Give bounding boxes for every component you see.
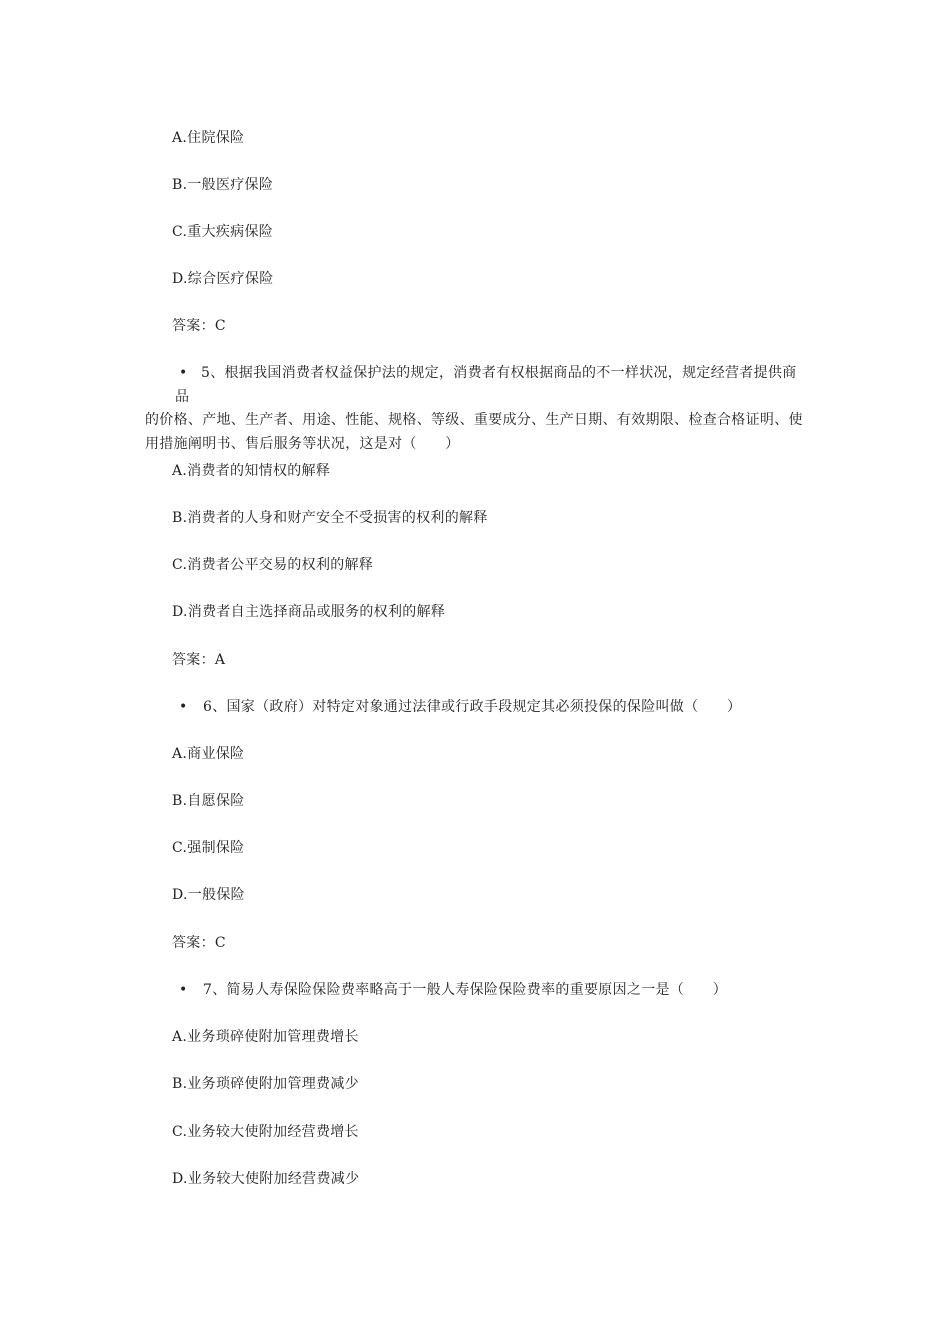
bullet: • bbox=[179, 699, 188, 715]
bullet: • bbox=[179, 982, 188, 998]
option-b: B.一般医疗保险 bbox=[172, 177, 274, 193]
answer: 答案：C bbox=[172, 935, 226, 951]
question-6-text: 6、国家（政府）对特定对象通过法律或行政手段规定其必须投保的保险叫做（ ） bbox=[203, 699, 742, 715]
option-b: B.业务琐碎使附加管理费减少 bbox=[172, 1076, 359, 1092]
option-d: D.综合医疗保险 bbox=[172, 271, 274, 287]
option-c: C.强制保险 bbox=[172, 840, 245, 856]
option-a: A.业务琐碎使附加管理费增长 bbox=[172, 1029, 359, 1045]
question-5-line-1: 5、根据我国消费者权益保护法的规定，消费者有权根据商品的不一样状况，规定经营者提供商品 bbox=[175, 365, 797, 405]
option-c: C.业务较大使附加经营费增长 bbox=[172, 1124, 359, 1140]
option-d: D.消费者自主选择商品或服务的权利的解释 bbox=[172, 604, 446, 620]
answer: 答案：A bbox=[172, 652, 226, 668]
option-c: C.重大疾病保险 bbox=[172, 224, 274, 240]
option-d: D.一般保险 bbox=[172, 887, 245, 903]
question-6 bbox=[175, 697, 741, 717]
option-b: B.消费者的人身和财产安全不受损害的权利的解释 bbox=[172, 510, 488, 526]
question-5-line-2: 的价格、产地、生产者、用途、性能、规格、等级、重要成分、生产日期、有效期限、检查合格证明、使 bbox=[145, 412, 803, 428]
question-5 bbox=[145, 362, 810, 456]
question-7 bbox=[175, 980, 727, 1000]
bullet: • bbox=[179, 365, 188, 381]
option-d: D.业务较大使附加经营费减少 bbox=[172, 1171, 360, 1187]
question-7-text: 7、简易人寿保险保险费率略高于一般人寿保险保险费率的重要原因之一是（ ） bbox=[203, 982, 728, 998]
option-a: A.住院保险 bbox=[172, 130, 245, 146]
option-c: C.消费者公平交易的权利的解释 bbox=[172, 557, 374, 573]
option-b: B.自愿保险 bbox=[172, 793, 245, 809]
question-5-line-3: 用措施阐明书、售后服务等状况，这是对（ ） bbox=[145, 435, 460, 452]
option-a: A.消费者的知情权的解释 bbox=[172, 463, 331, 479]
answer: 答案：C bbox=[172, 318, 226, 334]
option-a: A.商业保险 bbox=[172, 746, 245, 762]
